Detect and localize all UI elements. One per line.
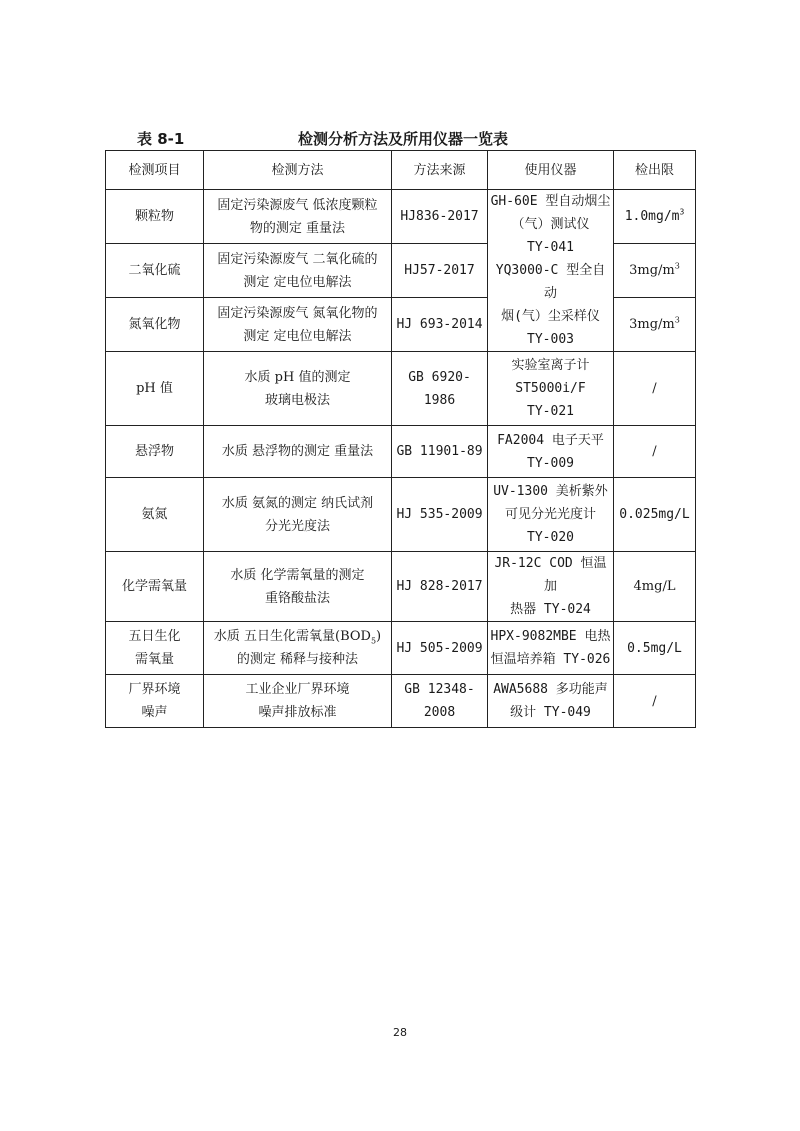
method-cell: 水质 悬浮物的测定 重量法 bbox=[204, 426, 392, 478]
header-cell: 使用仪器 bbox=[488, 151, 614, 190]
method-cell bbox=[204, 244, 392, 298]
limit-cell: 4mg/L bbox=[614, 552, 696, 622]
method-line: 测定 定电位电解法 bbox=[243, 328, 352, 344]
item-cell: 化学需氧量 bbox=[106, 552, 204, 622]
limit-cell: 0.025mg/L bbox=[614, 478, 696, 552]
header-cell: 检出限 bbox=[614, 151, 696, 190]
instrument-line: UV-1300 美析紫外 bbox=[493, 484, 608, 499]
instrument-line: 实验室离子计 bbox=[511, 358, 590, 373]
method-line: 噪声排放标准 bbox=[258, 705, 337, 720]
method-line: 水质 氨氮的测定 纳氏试剂 bbox=[221, 495, 374, 511]
limit-superscript: 3 bbox=[679, 207, 685, 217]
instrument-cell bbox=[488, 426, 614, 478]
method-text: ) bbox=[376, 629, 382, 644]
method-line: 玻璃电极法 bbox=[264, 392, 330, 408]
method-line: 水质 pH 值的测定 bbox=[244, 369, 351, 385]
method-line: 分光光度法 bbox=[264, 518, 330, 534]
instrument-cell bbox=[488, 190, 614, 352]
method-line: 固定污染源废气 二氧化硫的 bbox=[217, 251, 378, 267]
method-cell bbox=[204, 675, 392, 728]
item-line: 厂界环境 bbox=[128, 682, 181, 697]
instrument-line: AWA5688 多功能声 bbox=[493, 682, 608, 697]
item-line: 需氧量 bbox=[134, 652, 174, 667]
instrument-line: ST5000i/F bbox=[515, 381, 586, 396]
header-cell: 方法来源 bbox=[392, 151, 488, 190]
table-row bbox=[106, 622, 696, 675]
source-cell: GB 11901-89 bbox=[392, 426, 488, 478]
source-cell: HJ 693-2014 bbox=[392, 298, 488, 352]
method-text: 水质 五日生化需氧量(BOD bbox=[213, 629, 371, 644]
table-row bbox=[106, 552, 696, 622]
page-number: 28 bbox=[393, 1026, 407, 1039]
instrument-line: YQ3000-C 型全自动 bbox=[495, 263, 606, 301]
limit-value: 3mg/m bbox=[629, 263, 675, 278]
item-cell: 氮氧化物 bbox=[106, 298, 204, 352]
method-subscript: 5 bbox=[370, 636, 377, 646]
instrument-line: 级计 TY-049 bbox=[510, 705, 591, 720]
method-line: 水质 化学需氧量的测定 bbox=[230, 567, 365, 583]
instrument-line: JR-12C COD 恒温加 bbox=[494, 556, 607, 594]
limit-superscript: 3 bbox=[674, 261, 680, 271]
table-number: 表 8-1 bbox=[137, 130, 185, 148]
instrument-line: 热器 TY-024 bbox=[510, 602, 591, 617]
method-cell bbox=[204, 552, 392, 622]
header-cell: 检测项目 bbox=[106, 151, 204, 190]
source-cell: HJ 828-2017 bbox=[392, 552, 488, 622]
method-cell bbox=[204, 352, 392, 426]
instrument-cell bbox=[488, 675, 614, 728]
instrument-line: FA2004 电子天平 bbox=[497, 432, 604, 448]
method-cell bbox=[204, 622, 392, 675]
item-cell: 悬浮物 bbox=[106, 426, 204, 478]
instrument-line: （气）测试仪 bbox=[511, 217, 590, 232]
table-caption bbox=[105, 124, 695, 150]
limit-value: 3mg/m bbox=[629, 317, 675, 332]
method-cell bbox=[204, 190, 392, 244]
method-cell bbox=[204, 478, 392, 552]
limit-value: 1.0mg/m bbox=[624, 209, 680, 224]
table-row bbox=[106, 426, 696, 478]
item-cell bbox=[106, 622, 204, 675]
instrument-line: 可见分光光度计 bbox=[504, 507, 596, 522]
instrument-line: HPX-9082MBE 电热 bbox=[490, 629, 611, 644]
methods-table bbox=[105, 150, 696, 728]
item-cell: 颗粒物 bbox=[106, 190, 204, 244]
limit-cell: / bbox=[614, 675, 696, 728]
method-line: 重铬酸盐法 bbox=[264, 590, 330, 606]
table-row bbox=[106, 478, 696, 552]
instrument-line: TY-020 bbox=[527, 530, 574, 545]
instrument-line: TY-003 bbox=[527, 332, 574, 347]
instrument-line: 烟(气）尘采样仪 bbox=[501, 309, 600, 324]
limit-cell: / bbox=[614, 352, 696, 426]
source-cell: HJ836-2017 bbox=[392, 190, 488, 244]
instrument-cell bbox=[488, 622, 614, 675]
instrument-line: TY-021 bbox=[527, 404, 574, 419]
method-line: 的测定 稀释与接种法 bbox=[236, 652, 359, 667]
table-header-row bbox=[106, 151, 696, 190]
method-line: 工业企业厂界环境 bbox=[245, 682, 350, 697]
method-cell bbox=[204, 298, 392, 352]
table-title: 检测分析方法及所用仪器一览表 bbox=[298, 130, 509, 148]
method-line: 固定污染源废气 氮氧化物的 bbox=[217, 305, 378, 321]
table-row bbox=[106, 352, 696, 426]
item-cell: pH 值 bbox=[106, 352, 204, 426]
item-cell: 二氧化硫 bbox=[106, 244, 204, 298]
instrument-line: 恒温培养箱 TY-026 bbox=[490, 652, 611, 667]
limit-cell bbox=[614, 298, 696, 352]
limit-cell: 0.5mg/L bbox=[614, 622, 696, 675]
item-cell bbox=[106, 675, 204, 728]
method-line: 固定污染源废气 低浓度颗粒 bbox=[217, 197, 378, 213]
limit-superscript: 3 bbox=[674, 315, 680, 325]
limit-cell bbox=[614, 190, 696, 244]
source-cell: HJ 535-2009 bbox=[392, 478, 488, 552]
instrument-cell bbox=[488, 478, 614, 552]
instrument-cell bbox=[488, 352, 614, 426]
method-line: 测定 定电位电解法 bbox=[243, 274, 352, 290]
limit-cell bbox=[614, 244, 696, 298]
header-cell: 检测方法 bbox=[204, 151, 392, 190]
limit-cell: / bbox=[614, 426, 696, 478]
table-row bbox=[106, 190, 696, 244]
item-cell: 氨氮 bbox=[106, 478, 204, 552]
table-row bbox=[106, 675, 696, 728]
source-cell: HJ57-2017 bbox=[392, 244, 488, 298]
method-line: 物的测定 重量法 bbox=[249, 220, 346, 236]
source-cell: GB 6920-1986 bbox=[392, 352, 488, 426]
source-cell: GB 12348-2008 bbox=[392, 675, 488, 728]
instrument-line: TY-009 bbox=[527, 455, 574, 471]
source-cell: HJ 505-2009 bbox=[392, 622, 488, 675]
item-line: 五日生化 bbox=[128, 629, 181, 644]
method-line bbox=[206, 625, 389, 648]
instrument-line: TY-041 bbox=[527, 240, 574, 255]
instrument-cell bbox=[488, 552, 614, 622]
item-line: 噪声 bbox=[141, 705, 168, 720]
instrument-line: GH-60E 型自动烟尘 bbox=[490, 194, 611, 209]
